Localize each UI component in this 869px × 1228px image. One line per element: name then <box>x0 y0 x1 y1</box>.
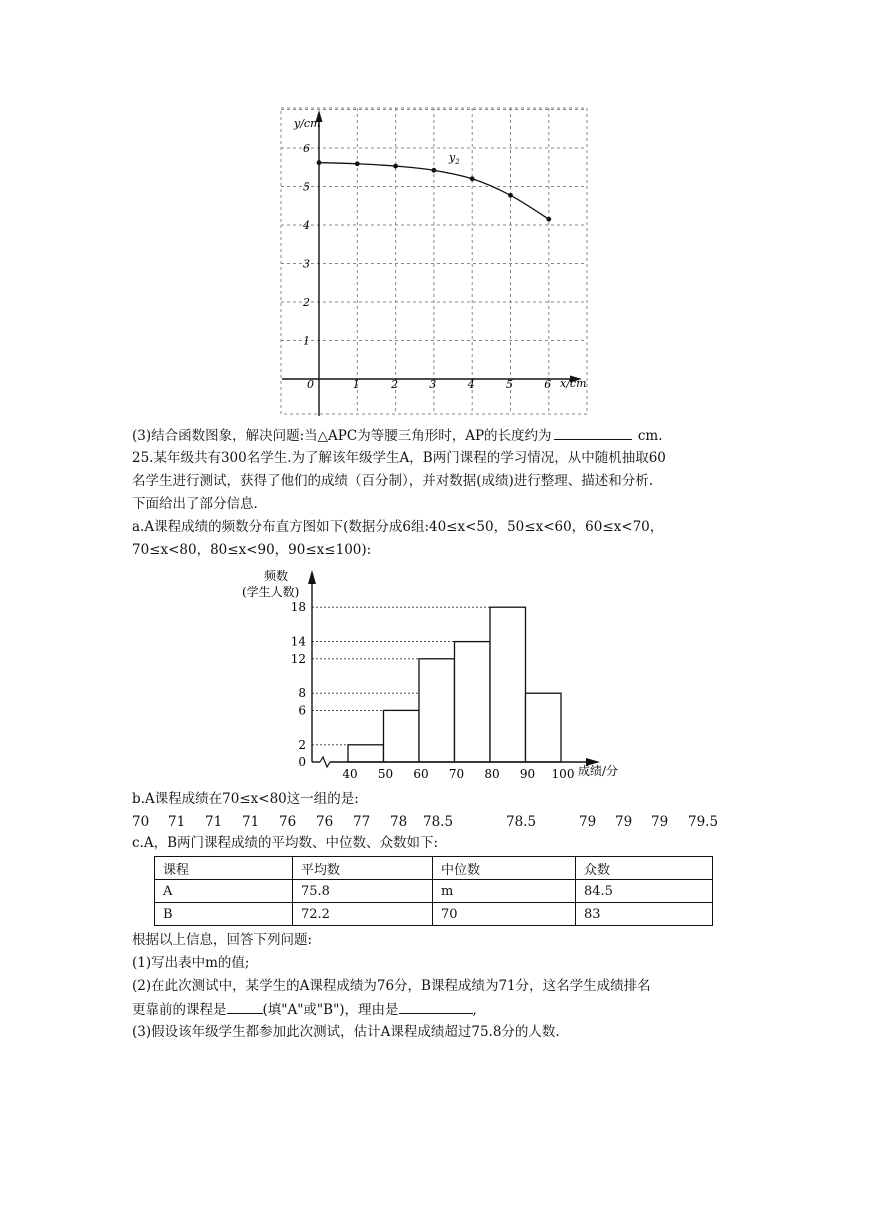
b-value: 76 <box>316 814 334 830</box>
function-graph <box>270 100 600 422</box>
table-row <box>155 880 713 903</box>
q2-text-c: , <box>472 1002 477 1018</box>
x-tick-labels <box>353 378 552 391</box>
curve-point <box>317 160 322 165</box>
b-value: 78.5 <box>423 814 454 830</box>
answer-blank[interactable] <box>399 1000 473 1014</box>
answer-blank[interactable] <box>227 1000 263 1014</box>
table-cell: A <box>155 880 293 903</box>
x-tick-label: 3 <box>429 378 437 391</box>
hist-y-tick-label: 14 <box>290 634 306 649</box>
curve-label: $y_2$ <box>449 151 460 166</box>
table-cell: 84.5 <box>576 880 713 903</box>
table-cell: 72.2 <box>293 903 433 926</box>
hist-y-tick-label: 0 <box>298 755 306 769</box>
histogram-bar <box>384 710 420 762</box>
b-value: 78.5 <box>506 814 537 830</box>
b-value: 71 <box>168 814 186 830</box>
b-value: 79 <box>651 814 669 830</box>
table-cell: 70 <box>433 903 576 926</box>
y-tick-label: 5 <box>303 180 310 194</box>
y-tick-label: 1 <box>303 334 310 348</box>
curve-point <box>508 193 513 198</box>
q25-line2: 名学生进行测试，获得了他们的成绩（百分制），并对数据(成绩)进行整理、描述和分析. <box>132 473 654 489</box>
histogram-ylabel-sub: (学生人数) <box>242 585 300 599</box>
b-values <box>132 813 728 831</box>
b-line: b.A课程成绩在70≤x<80这一组的是: <box>132 791 359 807</box>
q3-unit: cm. <box>637 428 663 444</box>
questions-intro: 根据以上信息，回答下列问题: <box>132 932 313 948</box>
curve-point <box>393 164 398 169</box>
curve-point <box>470 176 475 181</box>
histogram-bar <box>490 607 526 762</box>
b-value: 79 <box>579 814 597 830</box>
q2-text-b: (填"A"或"B")，理由是 <box>262 1002 399 1018</box>
origin-label: 0 <box>307 378 314 391</box>
q3-text: (3)结合函数图象，解决问题:当△APC为等腰三角形时，AP的长度约为 <box>132 428 552 444</box>
x-axis-label: x/cm <box>560 377 587 390</box>
hist-x-tick-label: 90 <box>519 767 536 781</box>
b-value: 76 <box>279 814 297 830</box>
x-tick-label: 5 <box>506 378 513 391</box>
x-tick-label: 2 <box>391 378 399 391</box>
b-value: 71 <box>205 814 223 830</box>
question-2-line1: (2)在此次测试中，某学生的A课程成绩为76分，B课程成绩为71分，这名学生成绩排名 <box>132 978 651 994</box>
hist-x-tick-label: 60 <box>413 767 429 781</box>
hist-y-tick-label: 12 <box>290 651 306 666</box>
hist-x-tick-label: 40 <box>342 767 358 781</box>
table-header: 课程 <box>155 857 293 880</box>
graph-grid <box>281 108 587 414</box>
histogram-x-ticks <box>342 767 574 781</box>
b-value: 78 <box>390 814 408 830</box>
b-value: 77 <box>353 814 371 830</box>
hist-x-tick-label: 50 <box>377 767 394 781</box>
hist-y-tick-label: 18 <box>290 600 306 615</box>
table-header: 中位数 <box>433 857 576 880</box>
b-value: 79 <box>615 814 633 830</box>
hist-x-tick-label: 80 <box>484 767 500 781</box>
histogram-ylabel: 频数 <box>264 569 289 583</box>
x-tick-label: 4 <box>467 378 475 391</box>
a-line1: a.A课程成绩的频数分布直方图如下(数据分成6组:40≤x<50，50≤x<60，60≤x<70， <box>132 519 664 535</box>
stats-table <box>154 856 713 926</box>
table-cell: 75.8 <box>293 880 433 903</box>
histogram-bar <box>348 745 384 762</box>
table-cell: B <box>155 903 293 926</box>
q25-line3: 下面给出了部分信息. <box>132 496 258 512</box>
curve-point <box>355 161 360 166</box>
b-value: 70 <box>132 814 150 830</box>
y-tick-label: 2 <box>303 296 310 309</box>
b-value: 71 <box>242 814 260 830</box>
histogram-y-ticks <box>291 600 307 769</box>
y-tick-label: 4 <box>303 219 310 232</box>
hist-y-arrow <box>308 570 316 584</box>
y-axis-label: y/cm <box>294 117 321 130</box>
hist-y-tick-label: 6 <box>298 703 306 718</box>
histogram-bar <box>455 642 491 762</box>
curve-point <box>546 217 551 222</box>
hist-y-tick-label: 2 <box>298 737 306 752</box>
answer-blank[interactable] <box>554 426 632 440</box>
y-tick-label: 6 <box>303 142 310 155</box>
axis-break <box>320 757 330 767</box>
q25-line1: 25.某年级共有300名学生.为了解该年级学生A，B两门课程的学习情况，从中随机抽取60 <box>132 450 666 466</box>
q2-text-a: 更靠前的课程是 <box>132 1002 227 1018</box>
table-header: 平均数 <box>293 857 433 880</box>
histogram <box>228 566 640 784</box>
histogram-bar <box>526 693 562 762</box>
a-line2: 70≤x<80，80≤x<90，90≤x≤100): <box>132 542 372 558</box>
histogram-bars <box>348 607 561 762</box>
y-tick-label: 3 <box>303 257 310 271</box>
y-tick-labels <box>302 142 310 348</box>
question-1: (1)写出表中m的值; <box>132 955 250 971</box>
table-cell: 83 <box>576 903 713 926</box>
x-tick-label: 1 <box>352 378 360 391</box>
hist-x-tick-label: 100 <box>551 767 575 781</box>
hist-y-tick-label: 8 <box>298 686 306 701</box>
q3-line <box>132 426 663 445</box>
table-row <box>155 903 713 926</box>
hist-x-tick-label: 70 <box>448 767 465 781</box>
question-2-line2 <box>132 1000 477 1019</box>
table-cell: m <box>433 880 576 903</box>
table-header-row <box>155 857 713 880</box>
b-value: 79.5 <box>688 814 719 830</box>
c-line: c.A，B两门课程成绩的平均数、中位数、众数如下: <box>132 835 439 851</box>
x-tick-label: 6 <box>544 378 552 391</box>
histogram-xlabel: 成绩/分 <box>578 764 619 778</box>
table-header: 众数 <box>576 857 713 880</box>
question-3: (3)假设该年级学生都参加此次测试，估计A课程成绩超过75.8分的人数. <box>132 1024 560 1040</box>
curve-point <box>432 168 437 173</box>
histogram-bar <box>419 659 455 762</box>
